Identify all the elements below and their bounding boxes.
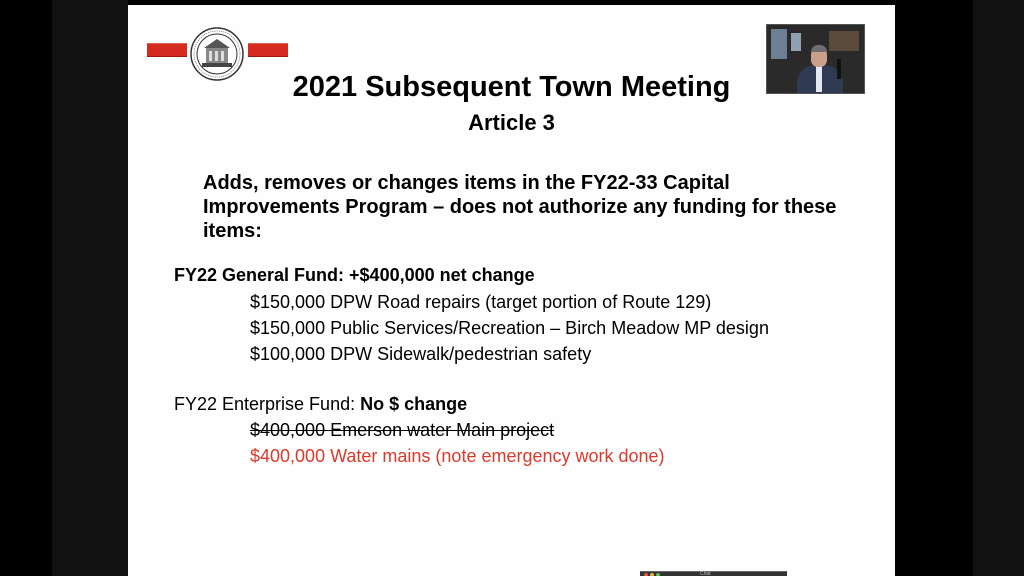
slide-title: 2021 Subsequent Town Meeting [292,71,731,103]
header-red-bar-right [248,43,288,57]
slide-intro-text: Adds, removes or changes items in the FY22-33 Capital Improvements Program – does not authorize any funding for these items: [203,172,837,242]
enterprise-fund-heading-prefix: FY22 Enterprise Fund: [174,394,361,414]
chat-panel-bar[interactable] [640,571,787,576]
header-red-bar-left [147,43,187,57]
video-background-shelf [829,31,859,51]
general-fund-item: $100,000 DPW Sidewalk/pedestrian safety [250,344,592,364]
video-background-window [771,29,787,59]
letterbox-right [973,0,1024,576]
general-fund-item: $150,000 DPW Road repairs (target portion of Route 129) [250,292,712,312]
letterbox-left [52,0,128,576]
participant-shirt [816,66,822,92]
general-fund-heading [174,265,535,286]
enterprise-fund-struck-item: $400,000 Emerson water Main project [250,420,555,440]
video-background-window [791,33,801,51]
enterprise-fund-new-item: $400,000 Water mains (note emergency work done) [250,446,665,466]
general-fund-item: $150,000 Public Services/Recreation – Birch Meadow MP design [250,318,769,338]
microphone-icon [837,59,841,79]
participant-hair [811,45,827,52]
enterprise-fund-heading-bold: No $ change [360,394,468,414]
chat-label: Chat [700,571,711,576]
participant-video-thumbnail[interactable] [766,24,865,94]
slide-subtitle: Article 3 [468,110,555,135]
enterprise-fund-heading [174,394,467,415]
general-fund-heading-text: FY22 General Fund: +$400,000 net change [174,265,535,285]
